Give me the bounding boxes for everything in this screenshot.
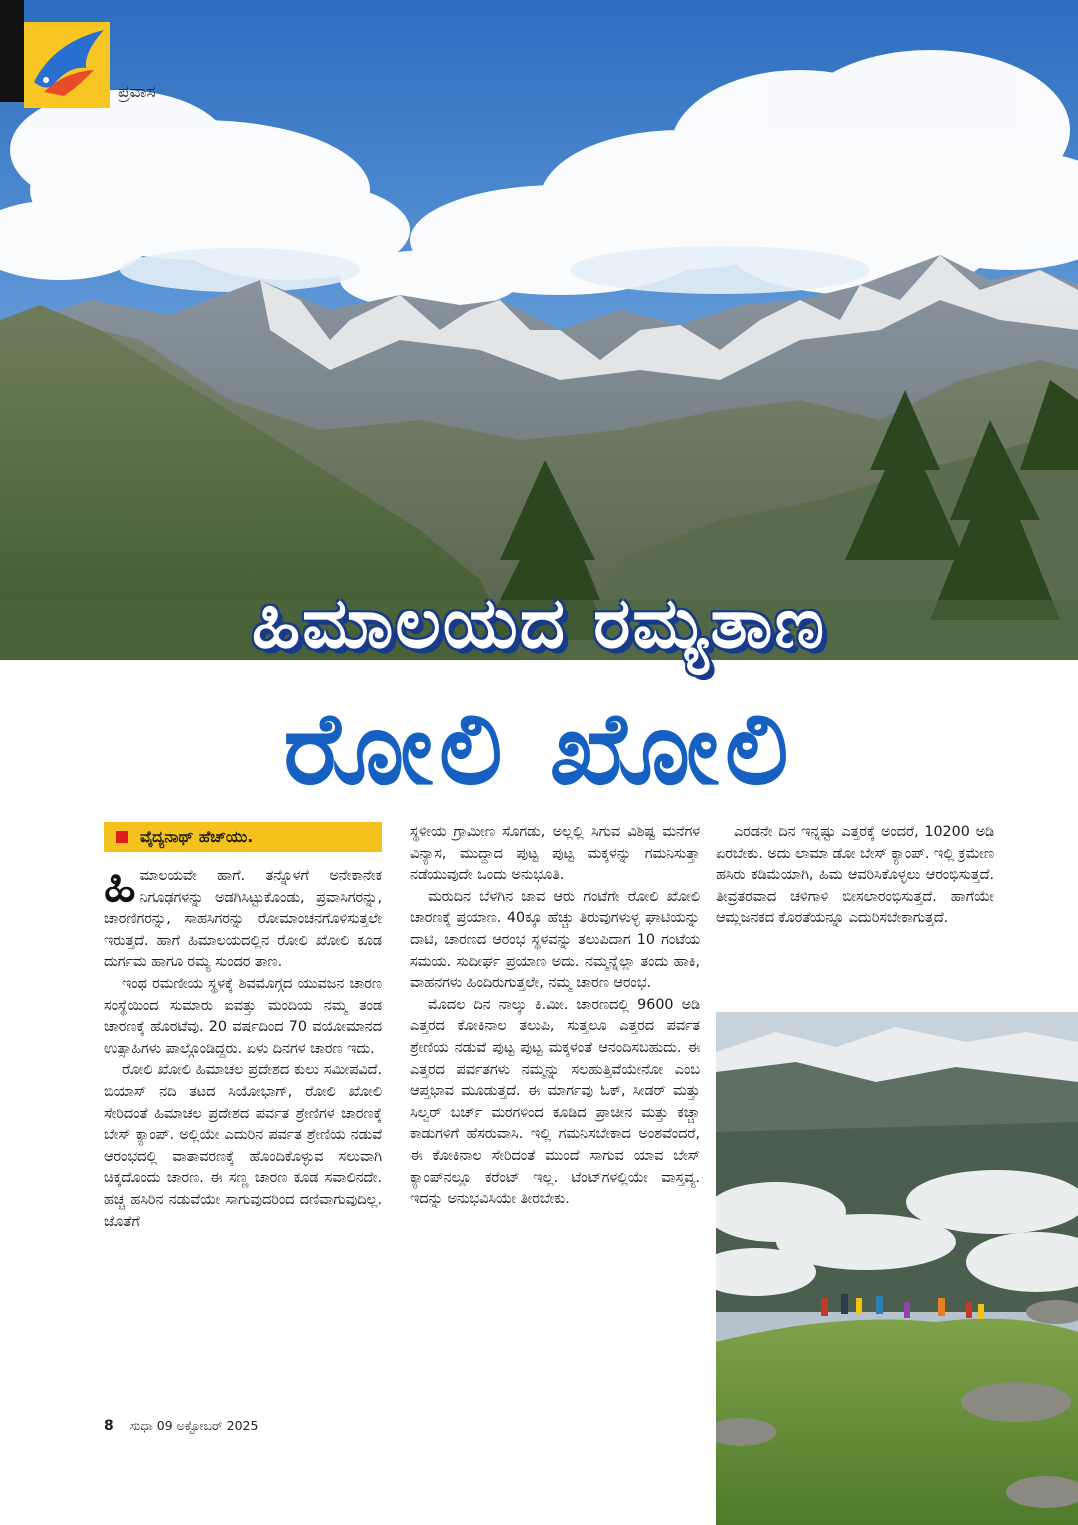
article-column-1 (104, 822, 382, 1233)
paragraph: ಇಂಥ ರಮಣೀಯ ಸ್ಥಳಕ್ಕೆ ಶಿವಮೊಗ್ಗದ ಯುವಜನ ಚಾರಣ ಸಂಸ್ಥೆಯಿಂದ ಸುಮಾರು ಐವತ್ತು ಮಂದಿಯ ನಮ್ಮ ತಂಡ ಚಾರಣಕ್ಕೆ ಹೊರಟೆವು. 20 ವರ್ಷದಿಂದ 70 ವಯೋಮಾನದ ಉತ್ಸಾಹಿಗಳು ಪಾಲ್ಗೊಂಡಿದ್ದರು. ಏಳು ದಿನಗಳ ಚಾರಣ ಇದು. (104, 975, 382, 1057)
paragraph: ಮೊದಲ ದಿನ ನಾಲ್ಕು ಕಿ.ಮೀ. ಚಾರಣದಲ್ಲಿ 9600 ಅಡಿ ಎತ್ತರದ ಕೋಕಿನಾಲ ತಲುಪಿ, ಸುತ್ತಲೂ ಎತ್ತರದ ಪರ್ವತ ಶ್ರೇಣಿಯ ನಡುವೆ ಪುಟ್ಟ ಪುಟ್ಟ ಮಕ್ಕಳಂತೆ ಆನಂದಿಸಬಹುದು. ಈ ಎತ್ತರದ ಪರ್ವತಗಳು ನಮ್ಮನ್ನು ಸಲಹುತ್ತಿವೆಯೇನೋ ಎಂಬ ಆಪ್ತಭಾವ ಮೂಡುತ್ತದೆ. ಈ ಮಾರ್ಗವು ಓಕ್, ಸೀಡರ್ ಮತ್ತು ಸಿಲ್ವರ್ ಬರ್ಚ್ ಮರಗಳಿಂದ ಕೂಡಿದ ಪ್ರಾಚೀನ ಮತ್ತು ಕಚ್ಚಾ ಕಾಡುಗಳಿಗೆ ಹೆಸರುವಾಸಿ. ಇಲ್ಲಿ ಗಮನಿಸಬೇಕಾದ ಅಂಶವೆಂದರೆ, ಈ ಕೋಕಿನಾಲ ಸೇರಿದಂತೆ ಮುಂದೆ ಸಾಗುವ ಯಾವ ಬೇಸ್ ಕ್ಯಾಂಪ್‌ನಲ್ಲೂ ಕರೆಂಟ್ ಇಲ್ಲ. ಟೆಂಟ್‌ಗಳಲ್ಲಿಯೇ ವಾಸ್ತವ್ಯ. ಇದನ್ನು ಅನುಭವಿಸಿಯೇ ತೀರಬೇಕು. (410, 996, 700, 1208)
trekkers-photo (716, 1012, 1078, 1525)
mountain-landscape-image (0, 0, 1078, 660)
headline-line1: ಹಿಮಾಲಯದ ರಮ್ಯತಾಣ (252, 582, 826, 664)
paragraph: ರೋಲಿ ಖೋಲಿ ಹಿಮಾಚಲ ಪ್ರದೇಶದ ಕುಲು ಸಮೀಪವಿದೆ. ಬಿಯಾಸ್ ನದಿ ತಟದ ಸಿಯೋಭಾಗ್, ರೋಲಿ ಖೋಲಿ ಸೇರಿದಂತೆ ಹಿಮಾಚಲ ಪ್ರದೇಶದ ಪರ್ವತ ಶ್ರೇಣಿಗಳ ಚಾರಣಕ್ಕೆ ಬೇಸ್ ಕ್ಯಾಂಪ್. ಅಲ್ಲಿಯೇ ಎದುರಿನ ಪರ್ವತ ಶ್ರೇಣಿಯ ನಡುವೆ ಆರಂಭದಲ್ಲಿ ವಾತಾವರಣಕ್ಕೆ ಹೊಂದಿಕೊಳ್ಳುವ ಸಲುವಾಗಿ ಚಿಕ್ಕದೊಂದು ಚಾರಣ. ಈ ಸಣ್ಣ ಚಾರಣ ಕೂಡ ಸವಾಲಿನದೇ. ಹಚ್ಚ ಹಸಿರಿನ ನಡುವೆಯೇ ಸಾಗುವುದರಿಂದ ದಣಿವಾಗುವುದಿಲ್ಲ. ಜೊತೆಗೆ (104, 1062, 382, 1230)
red-square-icon (116, 831, 128, 843)
paragraph: ಸ್ಥಳೀಯ ಗ್ರಾಮೀಣ ಸೊಗಡು, ಅಲ್ಲಲ್ಲಿ ಸಿಗುವ ವಿಶಿಷ್ಟ ಮನೆಗಳ ವಿನ್ಯಾಸ, ಮುದ್ದಾದ ಪುಟ್ಟ ಪುಟ್ಟ ಮಕ್ಕಳನ್ನು ಗಮನಿಸುತ್ತಾ ನಡೆಯುವುದೇ ಒಂದು ಅನುಭೂತಿ. (410, 824, 700, 884)
drop-cap: ಹಿ (104, 858, 136, 912)
logo-bar (0, 0, 24, 102)
trekkers-meadow-image (716, 1012, 1078, 1525)
section-tag: ಪ್ರವಾಸ (118, 82, 156, 102)
paragraph (104, 858, 382, 974)
author-name: ವೈದ್ಯನಾಥ್ ಹೆಚ್‌ಯು. (140, 828, 254, 846)
article-column-3 (716, 822, 994, 930)
author-byline (104, 822, 382, 852)
page-number: 8 (104, 1418, 114, 1434)
article-column-2 (410, 822, 700, 1211)
bird-logo-icon (24, 22, 110, 108)
hero-photo (0, 0, 1078, 660)
paragraph: ಎರಡನೇ ದಿನ ಇನ್ನಷ್ಟು ಎತ್ತರಕ್ಕೆ ಅಂದರೆ, 10200 ಅಡಿ ಏರಬೇಕು. ಅದು ಲಾಮಾ ಡೋ ಬೇಸ್ ಕ್ಯಾಂಪ್. ಇಲ್ಲಿ ಕ್ರಮೇಣ ಹಸಿರು ಕಡಿಮೆಯಾಗಿ, ಹಿಮ ಆವರಿಸಿಕೊಳ್ಳಲು ಆರಂಭಿಸುತ್ತದೆ. ತೀವ್ರತರವಾದ ಚಳಿಗಾಳಿ ಬೀಸಲಾರಂಭಿಸುತ್ತದೆ. ಹಾಗೆಯೇ ಆಮ್ಲಜನಕದ ಕೊರತೆಯನ್ನೂ ಎದುರಿಸಬೇಕಾಗುತ್ತದೆ. (716, 824, 995, 927)
paragraph: ಮರುದಿನ ಬೆಳಗಿನ ಜಾವ ಆರು ಗಂಟೆಗೇ ರೋಲಿ ಖೋಲಿ ಚಾರಣಕ್ಕೆ ಪ್ರಯಾಣ. 40ಕ್ಕೂ ಹೆಚ್ಚು ತಿರುವುಗಳುಳ್ಳ ಘಾಟಿಯನ್ನು ದಾಟಿ, ಚಾರಣದ ಆರಂಭ ಸ್ಥಳವನ್ನು ತಲುಪಿದಾಗ 10 ಗಂಟೆಯ ಸಮಯ. ಸುದೀರ್ಘ ಪ್ರಯಾಣ ಅದು. ನಮ್ಮನ್ನೆಲ್ಲಾ ತಂದು ಹಾಕಿ, ವಾಹನಗಳು ಹಿಂದಿರುಗುತ್ತಲೇ, ನಮ್ಮ ಚಾರಣ ಆರಂಭ. (410, 888, 700, 992)
headline-line2: ರೋಲಿ ಖೋಲಿ (283, 690, 795, 807)
magazine-issue: ಸುಧಾ 09 ಅಕ್ಟೋಬರ್ 2025 (129, 1418, 259, 1433)
page-footer (104, 1418, 258, 1434)
paragraph-text: ಮಾಲಯವೇ ಹಾಗೆ. ತನ್ನೊಳಗೆ ಅನೇಕಾನೇಕ ನಿಗೂಢಗಳನ್ನು ಅಡಗಿಸಿಟ್ಟುಕೊಂಡು, ಪ್ರವಾಸಿಗರನ್ನು, ಚಾರಣಿಗರನ್ನು, ಸಾಹಸಿಗರನ್ನು ರೋಮಾಂಚನಗೊಳಿಸುತ್ತಲೇ ಇರುತ್ತದೆ. ಹಾಗೆ ಹಿಮಾಲಯದಲ್ಲಿನ ರೋಲಿ ಖೋಲಿ ಕೂಡ ದುರ್ಗಮ ಹಾಗೂ ರಮ್ಯ ಸುಂದರ ತಾಣ. (104, 868, 382, 971)
